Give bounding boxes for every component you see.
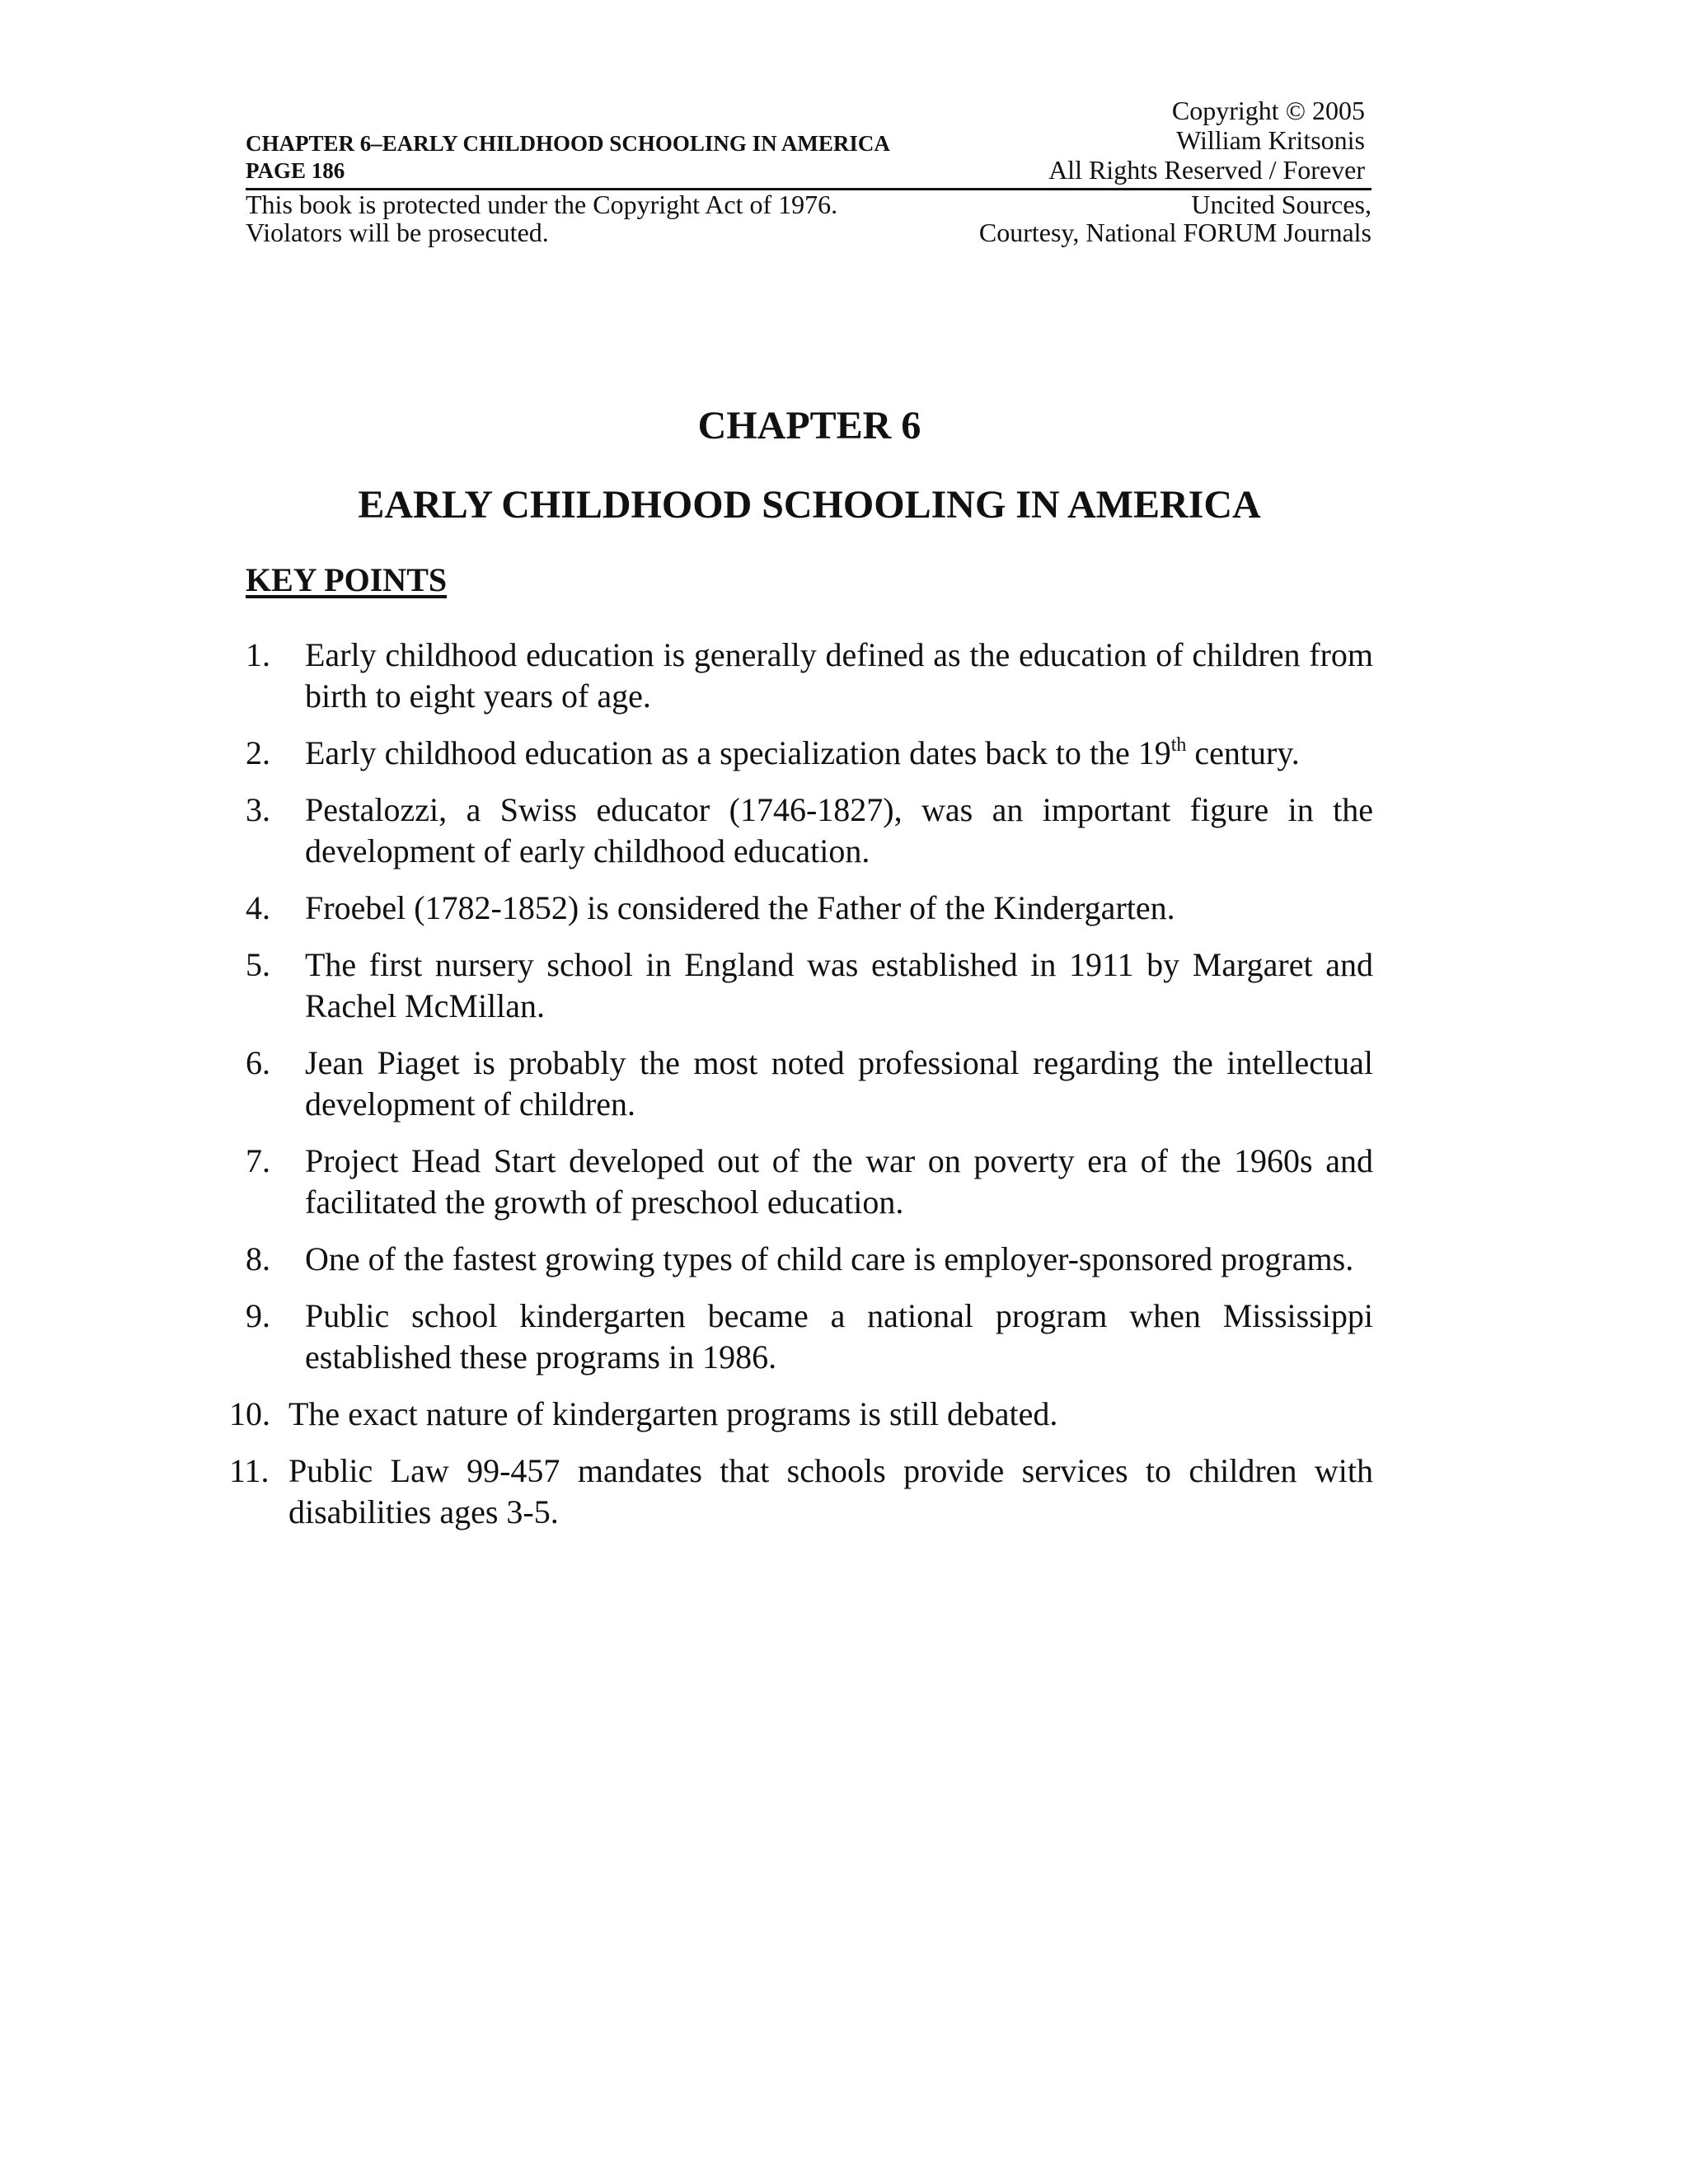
list-item-text: The exact nature of kindergarten programs is still debated. [288, 1395, 1058, 1432]
list-item-text: Project Head Start developed out of the war on poverty era of the 1960s and facilitated the growth of preschool education. [305, 1142, 1373, 1221]
key-points-heading: KEY POINTS [246, 561, 448, 598]
notice-line-2: Violators will be prosecuted. [246, 218, 549, 247]
list-item [246, 1141, 1373, 1223]
list-item [246, 1043, 1373, 1125]
list-item-text: Public school kindergarten became a national program when Mississippi established these programs in 1986. [305, 1297, 1373, 1376]
list-item [246, 944, 1373, 1027]
list-item-number: 1. [246, 636, 270, 673]
page-header [246, 96, 1372, 250]
list-item-text: One of the fastest growing types of child care is employer-sponsored programs. [305, 1240, 1354, 1277]
list-item [246, 733, 1373, 774]
list-item-number: 2. [246, 734, 270, 771]
header-copyright: Copyright © 2005 [1171, 96, 1365, 125]
notice-line-1: This book is protected under the Copyright Act of 1976. [246, 190, 838, 219]
ordinal-superscript: th [1170, 734, 1187, 756]
list-item-number: 7. [246, 1142, 270, 1179]
header-chapter-label: CHAPTER 6–EARLY CHILDHOOD SCHOOLING IN AMERICA [246, 131, 890, 156]
sources-line-2: Courtesy, National FORUM Journals [978, 218, 1372, 247]
list-item-number: 6. [246, 1044, 270, 1081]
header-rights: All Rights Reserved / Forever [1048, 155, 1365, 185]
list-item-text: Public Law 99-457 mandates that schools provide services to children with disabilities ages 3-5. [288, 1452, 1373, 1530]
list-item [246, 1239, 1373, 1280]
list-item-text: The first nursery school in England was established in 1911 by Margaret and Rachel McMillan. [305, 946, 1373, 1024]
list-item [229, 1451, 1373, 1533]
list-item-text: Froebel (1782-1852) is considered the Father of the Kindergarten. [305, 889, 1175, 926]
list-item-text-part: century. [1186, 734, 1300, 771]
list-item [246, 790, 1373, 872]
list-item-number: 9. [246, 1297, 270, 1334]
list-item-number: 11. [229, 1452, 270, 1489]
sources-line-1: Uncited Sources, [1191, 190, 1372, 219]
copyright-notice [246, 190, 837, 246]
list-item-text [305, 733, 1373, 774]
list-item-number: 10. [229, 1395, 270, 1432]
header-left-block [246, 130, 890, 185]
list-item-text: Pestalozzi, a Swiss educator (1746-1827), was an important figure in the development of early childhood education. [305, 791, 1373, 869]
list-item-number: 3. [246, 791, 270, 828]
header-right-block [1048, 96, 1365, 185]
header-author: William Kritsonis [1176, 125, 1365, 155]
list-item-text: Jean Piaget is probably the most noted professional regarding the intellectual development of children. [305, 1044, 1373, 1122]
list-item [229, 1394, 1373, 1435]
key-points-list [229, 635, 1373, 1549]
chapter-title: EARLY CHILDHOOD SCHOOLING IN AMERICA [358, 483, 1261, 527]
list-item [246, 635, 1373, 717]
list-item-text: Early childhood education is generally defined as the education of children from birth to eight years of age. [305, 636, 1373, 715]
chapter-number-heading: CHAPTER 6 [697, 404, 921, 448]
list-item-number: 8. [246, 1240, 270, 1277]
list-item-number: 4. [246, 889, 270, 926]
header-page-label: PAGE 186 [246, 158, 345, 183]
list-item-number: 5. [246, 946, 270, 983]
list-item-text-part: Early childhood education as a specialization dates back to the 19 [305, 734, 1171, 771]
list-item [246, 888, 1373, 929]
sources-note [979, 190, 1372, 246]
list-item [246, 1296, 1373, 1378]
